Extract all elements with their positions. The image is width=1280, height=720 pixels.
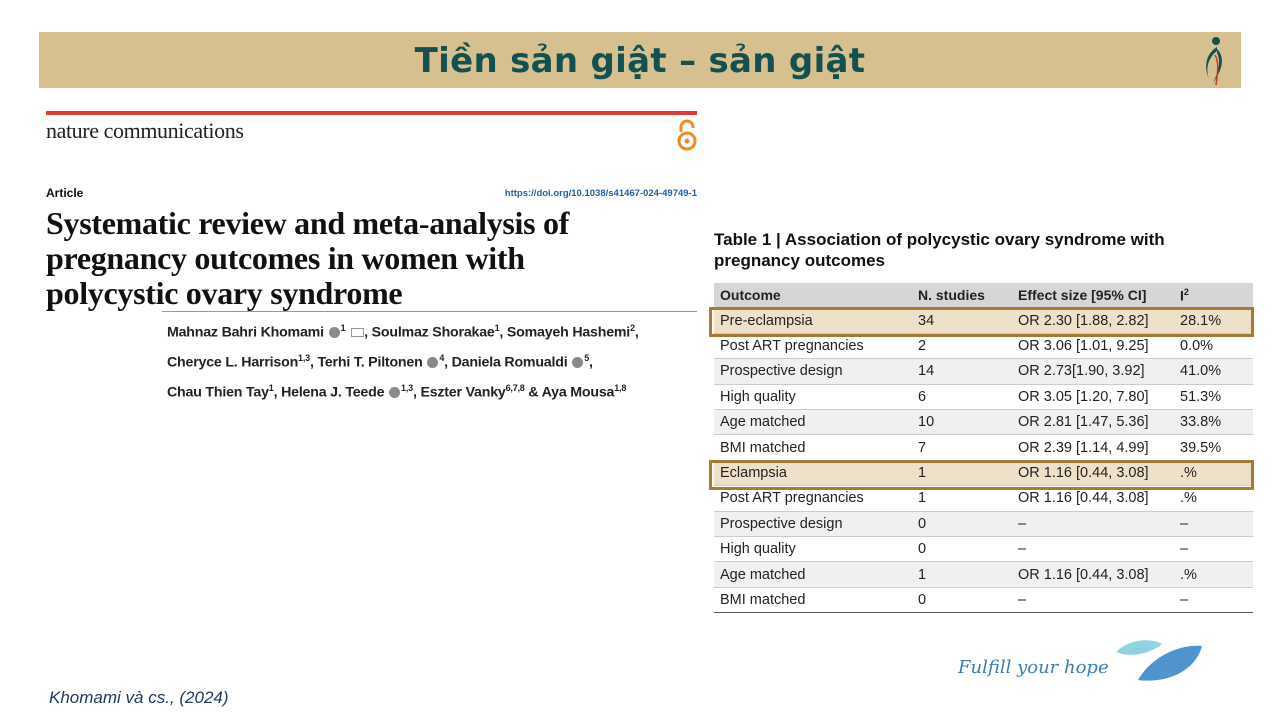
table-row — [714, 435, 1253, 460]
journal-name: nature communications — [46, 118, 244, 143]
cell-studies: 6 — [912, 384, 1012, 409]
cell-effect: – — [1012, 511, 1174, 536]
cell-i2: – — [1174, 587, 1253, 612]
slide-title: Tiền sản giật – sản giật — [414, 41, 866, 81]
table-caption-line: pregnancy outcomes — [714, 251, 885, 270]
table-caption-line: Table 1 | Association of polycystic ovary syndrome with — [714, 230, 1165, 249]
table-header-row — [714, 283, 1253, 308]
orcid-icon[interactable] — [427, 357, 438, 368]
mail-icon[interactable] — [351, 328, 364, 337]
cell-outcome: Pre-eclampsia — [714, 308, 912, 333]
cell-outcome: Prospective design — [714, 511, 912, 536]
journal-accent-line — [46, 111, 697, 115]
cell-i2: 0.0% — [1174, 333, 1253, 358]
cell-studies: 10 — [912, 410, 1012, 435]
cell-effect: OR 1.16 [0.44, 3.08] — [1012, 562, 1174, 587]
author-name: Helena J. Teede — [281, 385, 385, 402]
author-list: Mahnaz Bahri Khomami $^1$ , Soulmaz Shorakae$^1$, Somayeh Hashemi$^2$, Cheryce L. Harrison$^{1,3}$, Terhi T. Piltonen $^4$, Daniela Romualdi $^5$, Chau Thien Tay$^1$, Helena J. Teede $^{1,3}$, Eszter Vanky$^{6,7,8}$ & Aya Mousa$^{1,8}$ — [167, 323, 639, 402]
orcid-icon[interactable] — [329, 327, 340, 338]
column-header-studies: N. studies — [912, 283, 1012, 308]
article-title — [46, 206, 686, 311]
open-access-icon — [675, 118, 699, 152]
author-affiliation: 1 — [340, 323, 346, 333]
cell-studies: 14 — [912, 359, 1012, 384]
author-affiliation: 4 — [439, 353, 445, 364]
cell-studies: 1 — [912, 486, 1012, 511]
author-name: Cheryce L. Harrison — [167, 354, 299, 371]
highlight-box-eclampsia — [709, 460, 1254, 490]
author-name: Somayeh Hashemi — [506, 324, 631, 341]
cell-effect: – — [1012, 537, 1174, 562]
cell-outcome: High quality — [714, 384, 912, 409]
author-affiliation: 5 — [584, 353, 590, 364]
cell-effect: OR 2.30 [1.88, 2.82] — [1012, 308, 1174, 333]
table-caption — [714, 229, 1254, 271]
cell-outcome: Age matched — [714, 562, 912, 587]
table-row — [714, 410, 1253, 435]
orcid-icon[interactable] — [389, 387, 400, 398]
author-name: Terhi T. Piltonen — [317, 354, 423, 371]
author-affiliation: 1 — [268, 383, 274, 394]
cell-studies: 7 — [912, 435, 1012, 460]
cell-outcome: BMI matched — [714, 435, 912, 460]
author-affiliation: 6,7,8 — [505, 383, 525, 394]
cell-i2: 51.3% — [1174, 384, 1253, 409]
highlight-box-preeclampsia — [709, 307, 1254, 337]
table-row — [714, 562, 1253, 587]
cell-effect: OR 2.39 [1.14, 4.99] — [1012, 435, 1174, 460]
cell-i2: – — [1174, 537, 1253, 562]
author-name: Mahnaz Bahri Khomami — [167, 324, 324, 341]
brand-tagline: Fulfill your hope — [958, 657, 1109, 678]
cell-outcome: Age matched — [714, 410, 912, 435]
cell-i2: – — [1174, 511, 1253, 536]
cell-effect: OR 2.81 [1.47, 5.36] — [1012, 410, 1174, 435]
article-type-label: Article — [46, 186, 84, 200]
cell-studies: 0 — [912, 511, 1012, 536]
cell-studies: 1 — [912, 562, 1012, 587]
cell-effect: – — [1012, 587, 1174, 612]
article-title-line: polycystic ovary syndrome — [46, 275, 403, 311]
author-name: Soulmaz Shorakae — [371, 324, 495, 341]
cell-effect: OR 2.73[1.90, 3.92] — [1012, 359, 1174, 384]
cell-effect: OR 1.16 [0.44, 3.08] — [1012, 460, 1174, 485]
table-row — [714, 587, 1253, 612]
cell-i2: 28.1% — [1174, 308, 1253, 333]
i2-superscript: 2 — [1183, 286, 1189, 297]
table-row — [714, 537, 1253, 562]
clinic-logo-icon — [1197, 35, 1231, 87]
table-row — [714, 511, 1253, 536]
cell-effect: OR 3.06 [1.01, 9.25] — [1012, 333, 1174, 358]
author-affiliation: 2 — [630, 323, 635, 333]
article-title-line: Systematic review and meta-analysis of — [46, 205, 570, 241]
brand-leaves-icon — [1112, 636, 1204, 684]
cell-outcome: Eclampsia — [714, 460, 912, 485]
orcid-icon[interactable] — [572, 357, 583, 368]
cell-effect: OR 3.05 [1.20, 7.80] — [1012, 384, 1174, 409]
cell-i2: 33.8% — [1174, 410, 1253, 435]
article-title-line: pregnancy outcomes in women with — [46, 240, 525, 276]
table-row — [714, 333, 1253, 358]
author-affiliation: 1,3 — [298, 353, 310, 364]
cell-studies: 2 — [912, 333, 1012, 358]
doi-link[interactable]: https://doi.org/10.1038/s41467-024-49749-1 — [504, 188, 697, 199]
author-name: Aya Mousa — [541, 385, 615, 402]
author-name: Chau Thien Tay — [167, 385, 269, 402]
cell-studies: 34 — [912, 308, 1012, 333]
column-header-effect: Effect size [95% CI] — [1012, 283, 1174, 308]
source-citation: Khomami và cs., (2024) — [49, 688, 229, 707]
cell-outcome: Post ART pregnancies — [714, 486, 912, 511]
cell-studies: 0 — [912, 537, 1012, 562]
cell-i2: .% — [1174, 460, 1253, 485]
column-header-outcome: Outcome — [714, 283, 912, 308]
cell-outcome: Prospective design — [714, 359, 912, 384]
cell-i2: 41.0% — [1174, 359, 1253, 384]
table-row — [714, 359, 1253, 384]
author-affiliation: 1,8 — [614, 383, 627, 394]
cell-outcome: BMI matched — [714, 587, 912, 612]
cell-effect: OR 1.16 [0.44, 3.08] — [1012, 486, 1174, 511]
author-name: Eszter Vanky — [420, 385, 506, 402]
title-divider — [162, 311, 697, 312]
cell-i2: 39.5% — [1174, 435, 1253, 460]
i2-label: I — [1180, 287, 1184, 304]
cell-studies: 1 — [912, 460, 1012, 485]
slide-title-bar — [39, 32, 1241, 88]
table-row — [714, 384, 1253, 409]
cell-outcome: High quality — [714, 537, 912, 562]
author-affiliation: 1 — [494, 323, 500, 333]
column-header-i2 — [1174, 283, 1253, 308]
cell-i2: .% — [1174, 486, 1253, 511]
cell-outcome: Post ART pregnancies — [714, 333, 912, 358]
author-name: Daniela Romualdi — [451, 354, 568, 371]
cell-i2: .% — [1174, 562, 1253, 587]
cell-studies: 0 — [912, 587, 1012, 612]
author-affiliation: 1,3 — [401, 383, 413, 394]
